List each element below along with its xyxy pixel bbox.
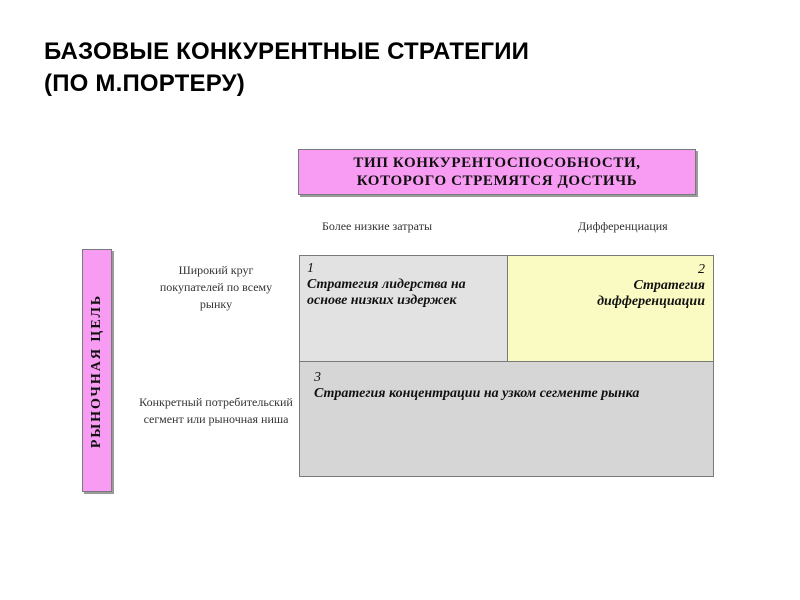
strategy-label-line-2: дифференциации	[597, 294, 705, 309]
competitive-advantage-header	[298, 149, 696, 195]
strategy-label-line-1: Стратегия лидерства на	[307, 277, 466, 292]
column-label-low-cost: Более низкие затраты	[322, 219, 433, 233]
strategy-number: 3	[314, 370, 321, 385]
competitive-advantage-line-1: ТИП КОНКУРЕНТОСПОСОБНОСТИ,	[353, 155, 641, 171]
strategy-focus-cell	[299, 361, 714, 477]
strategy-number: 2	[698, 262, 705, 277]
title-line-2: (ПО М.ПОРТЕРУ)	[44, 70, 245, 97]
market-target-label: РЫНОЧНАЯ ЦЕЛЬ	[89, 293, 104, 448]
market-target-header	[82, 249, 112, 492]
title-line-1: БАЗОВЫЕ КОНКУРЕНТНЫЕ СТРАТЕГИИ	[44, 38, 530, 65]
column-label-differentiation: Дифференциация	[578, 219, 668, 233]
slide-title	[44, 36, 529, 100]
row-label-broad-market: Широкий круг покупателей по всему рынку	[159, 263, 273, 311]
competitive-advantage-line-2: КОТОРОГО СТРЕМЯТСЯ ДОСТИЧЬ	[356, 173, 638, 189]
strategy-label: Стратегия концентрации на узком сегменте рынка	[314, 386, 640, 401]
row-label-narrow-segment: Конкретный потребительский сегмент или рыночная ниша	[139, 395, 293, 426]
strategy-number: 1	[307, 261, 314, 276]
strategy-label-line-2: основе низких издержек	[307, 293, 457, 308]
strategy-differentiation-cell	[507, 255, 714, 362]
strategy-cost-leadership-cell	[299, 255, 508, 362]
strategy-label-line-1: Стратегия	[633, 278, 705, 293]
